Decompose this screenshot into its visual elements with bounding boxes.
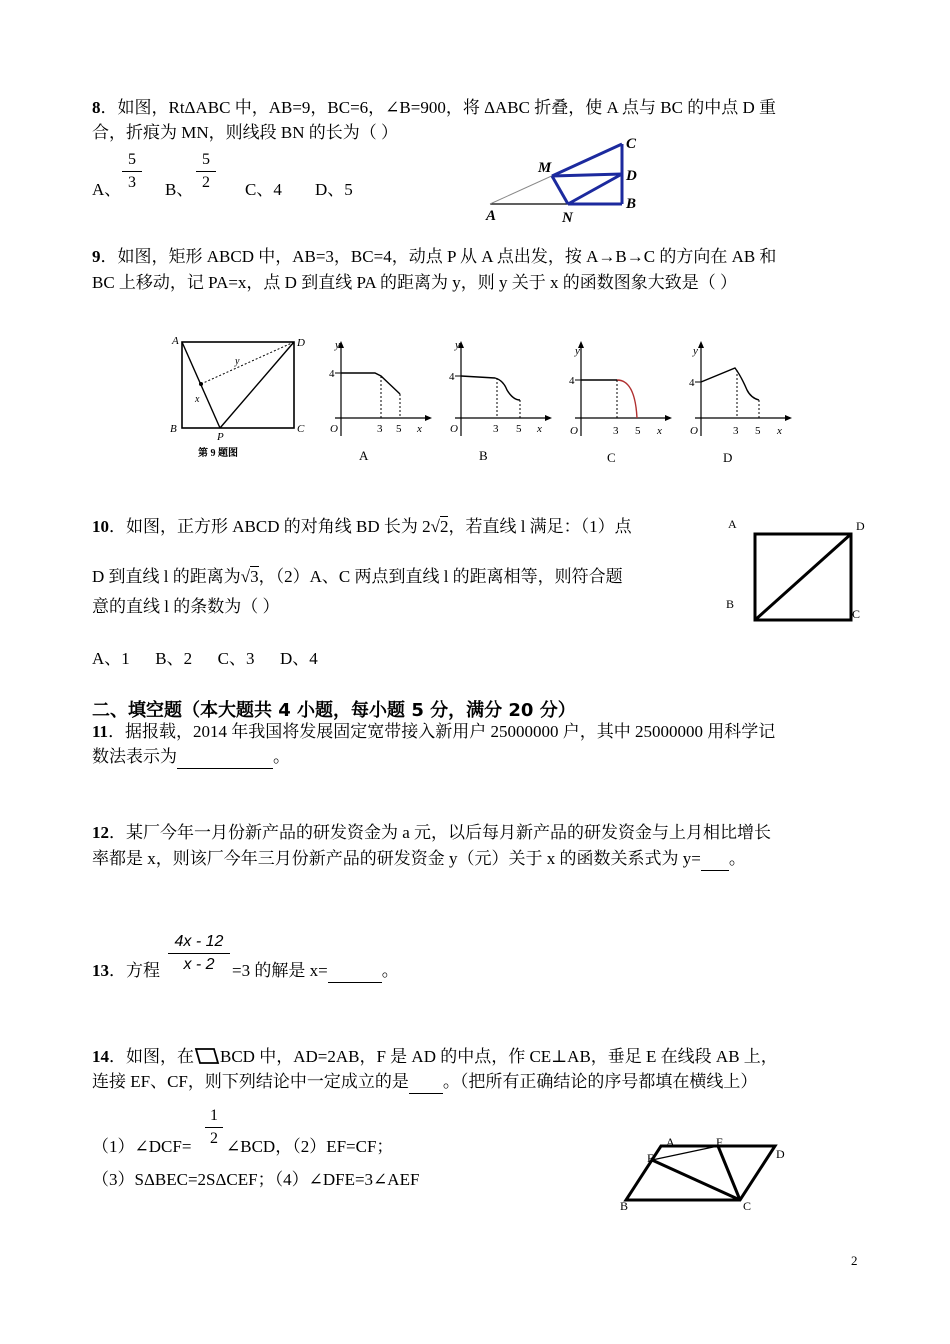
q14-conclusion-1-tail: ∠BCD，（2）EF=CF； <box>226 1137 394 1156</box>
sqrt-symbol: √ <box>240 567 251 586</box>
q8-number: 8 <box>92 98 101 117</box>
q10-number: 10 <box>92 517 109 536</box>
q9-graph-d-y-axis: y <box>693 345 698 357</box>
q13-equation-fraction <box>168 932 230 975</box>
q10-label-a: A <box>728 517 737 531</box>
q12-number: 12 <box>92 823 109 842</box>
q10-label-d: D <box>856 519 865 533</box>
q9-graph-c-x-tick-5: 5 <box>635 425 641 437</box>
q9-label-b: B <box>170 423 177 435</box>
q9-graph-c <box>565 338 675 468</box>
q10-line2: D 到直线 l 的距离为√3，（2）A、C 两点到直线 l 的距离相等，则符合题 <box>92 567 623 586</box>
q9-graph-d-x-tick-3: 3 <box>733 425 739 437</box>
q14-conclusion-1: （1）∠DCF= <box>92 1137 192 1156</box>
page-number: 2 <box>851 1253 858 1268</box>
q14-answer-blank[interactable] <box>409 1071 443 1094</box>
q9-line1: 9．如图，矩形 ABCD 中，AB=3，BC=4，动点 P 从 A 点出发，按 A→B→C 的方向在 AB 和 <box>92 247 777 266</box>
q14-half-fraction: 1 2 <box>205 1106 223 1149</box>
q8-label-n: N <box>562 210 573 226</box>
q11-answer-blank[interactable] <box>177 746 273 769</box>
q10-label-b: B <box>726 597 735 611</box>
q9-rectangle-figure <box>165 330 315 460</box>
q9-number: 9 <box>92 247 101 266</box>
q8-label-b: B <box>626 196 637 212</box>
q10-square-figure <box>720 512 875 627</box>
q14-label-f: F <box>716 1135 723 1149</box>
q9-graph-d-origin: O <box>690 425 698 437</box>
q9-label-c: C <box>297 423 305 435</box>
q9-graph-d-x-axis: x <box>777 425 782 437</box>
q9-graph-b-origin: O <box>450 423 458 435</box>
q14-label-e: E <box>647 1151 655 1165</box>
q9-label-a: A <box>172 335 179 347</box>
q9-graph-c-label: C <box>607 450 616 465</box>
q14-label-c: C <box>743 1199 752 1213</box>
q11-line2: 数法表示为 。 <box>92 746 290 769</box>
q9-graph-b-y-tick: 4 <box>449 371 455 383</box>
q9-graph-b <box>445 338 555 468</box>
q9-graph-c-origin: O <box>570 425 578 437</box>
q10-line3: 意的直线 l 的条数为（ ） <box>92 597 280 616</box>
q9-label-p: P <box>217 431 224 443</box>
q11-line1: 11．据报载，2014 年我国将发展固定宽带接入新用户 25000000 户，其中 25000000 用科学记 <box>92 722 776 741</box>
q9-graph-b-y-axis: y <box>455 339 460 351</box>
q9-graph-a-x-axis: x <box>417 423 422 435</box>
q14-line2: 连接 EF、CF，则下列结论中一定成立的是 。（把所有正确结论的序号都填在横线上） <box>92 1071 757 1094</box>
q13-denominator: x - 2 <box>183 956 215 973</box>
sqrt-symbol: √ <box>430 517 440 536</box>
q8-option-b: B、 <box>165 180 194 199</box>
q8-option-c: C、4 <box>245 180 282 199</box>
q9-graph-a-x-tick-5: 5 <box>396 423 402 435</box>
q8-option-a-fraction: 5 3 <box>122 150 142 193</box>
q14-label-b: B <box>620 1199 629 1213</box>
section-2-title: 二、填空题（本大题共 4 小题，每小题 5 分，满分 20 分） <box>92 700 576 721</box>
q13-numerator: 4x - 12 <box>174 933 224 950</box>
q9-line2: BC 上移动，记 PA=x，点 D 到直线 PA 的距离为 y，则 y 关于 x 的函数图象大致是（ ） <box>92 273 737 292</box>
q8-label-c: C <box>626 136 637 152</box>
q9-graph-a-y-tick: 4 <box>329 368 335 380</box>
q9-graph-b-x-tick-3: 3 <box>493 423 499 435</box>
q8-triangle-figure <box>480 130 650 230</box>
q8-option-a: A、 <box>92 180 122 199</box>
q9-graph-c-x-axis: x <box>657 425 662 437</box>
q9-graph-d-label: D <box>723 450 733 465</box>
q14-line1: 14．如图，在 BCD 中，AD=2AB，F 是 AD 的中点，作 CE⊥AB，垂足 E 在线段 AB 上， <box>92 1047 778 1066</box>
q9-graph-b-x-axis: x <box>537 423 542 435</box>
q13-equation-tail: =3 的解是 x= 。 <box>232 960 399 983</box>
q9-graph-c-y-axis: y <box>575 345 580 357</box>
q8-line2: 合，折痕为 MN，则线段 BN 的长为（ ） <box>92 123 399 142</box>
q9-graph-d-x-tick-5: 5 <box>755 425 761 437</box>
q8-label-m: M <box>538 160 552 176</box>
q9-graph-d-y-tick: 4 <box>689 377 695 389</box>
sqrt3-radicand: 3 <box>250 567 259 586</box>
q8-label-a: A <box>486 208 497 224</box>
q13-number: 13 <box>92 961 109 980</box>
q14-parallelogram-figure <box>612 1130 797 1214</box>
q11-number: 11 <box>92 722 109 741</box>
q9-graph-d <box>685 338 795 468</box>
q10-line1: 10．如图，正方形 ABCD 的对角线 BD 长为 2√2，若直线 l 满足：（1）点 <box>92 517 632 536</box>
q13-answer-blank[interactable] <box>328 960 382 983</box>
q14-label-a: A <box>666 1135 675 1149</box>
q9-label-x: x <box>195 394 200 405</box>
q8-option-b-fraction: 5 2 <box>196 150 216 193</box>
q8-label-d: D <box>626 168 637 184</box>
q12-line2: 率都是 x，则该厂今年三月份新产品的研发资金 y（元）关于 x 的函数关系式为 y= 。 <box>92 848 746 871</box>
q10-options: A、1 B、2 C、3 D、4 <box>92 649 318 668</box>
q9-graph-c-y-tick: 4 <box>569 375 575 387</box>
q14-conclusion-2: （3）SΔBEC=2SΔCEF；（4）∠DFE=3∠AEF <box>92 1170 420 1189</box>
q13-label: 13．方程 <box>92 961 160 980</box>
q9-graph-a-y-axis: y <box>335 339 340 351</box>
q8-line1: 8．如图，RtΔABC 中，AB=9，BC=6，∠B=900，将 ΔABC 折叠，使 A 点与 BC 的中点 D 重 <box>92 98 777 117</box>
parallelogram-symbol-icon <box>194 1047 220 1065</box>
q9-graph-b-label: B <box>479 448 488 463</box>
sqrt2-radicand: 2 <box>439 517 449 536</box>
q9-graph-a <box>325 338 435 468</box>
q9-graph-c-x-tick-3: 3 <box>613 425 619 437</box>
q10-label-c: C <box>852 607 861 621</box>
q9-graph-a-origin: O <box>330 423 338 435</box>
q9-label-d: D <box>297 337 305 349</box>
q14-label-d: D <box>776 1147 785 1161</box>
q8-option-d: D、5 <box>315 180 353 199</box>
q9-label-y: y <box>235 356 240 367</box>
q9-caption: 第 9 题图 <box>198 448 238 459</box>
q9-graph-a-x-tick-3: 3 <box>377 423 383 435</box>
q12-answer-blank[interactable] <box>701 848 729 871</box>
q9-graph-b-x-tick-5: 5 <box>516 423 522 435</box>
q9-graph-a-label: A <box>359 448 369 463</box>
q14-number: 14 <box>92 1047 109 1066</box>
q12-line1: 12．某厂今年一月份新产品的研发资金为 a 元，以后每月新产品的研发资金与上月相比增长 <box>92 823 772 842</box>
